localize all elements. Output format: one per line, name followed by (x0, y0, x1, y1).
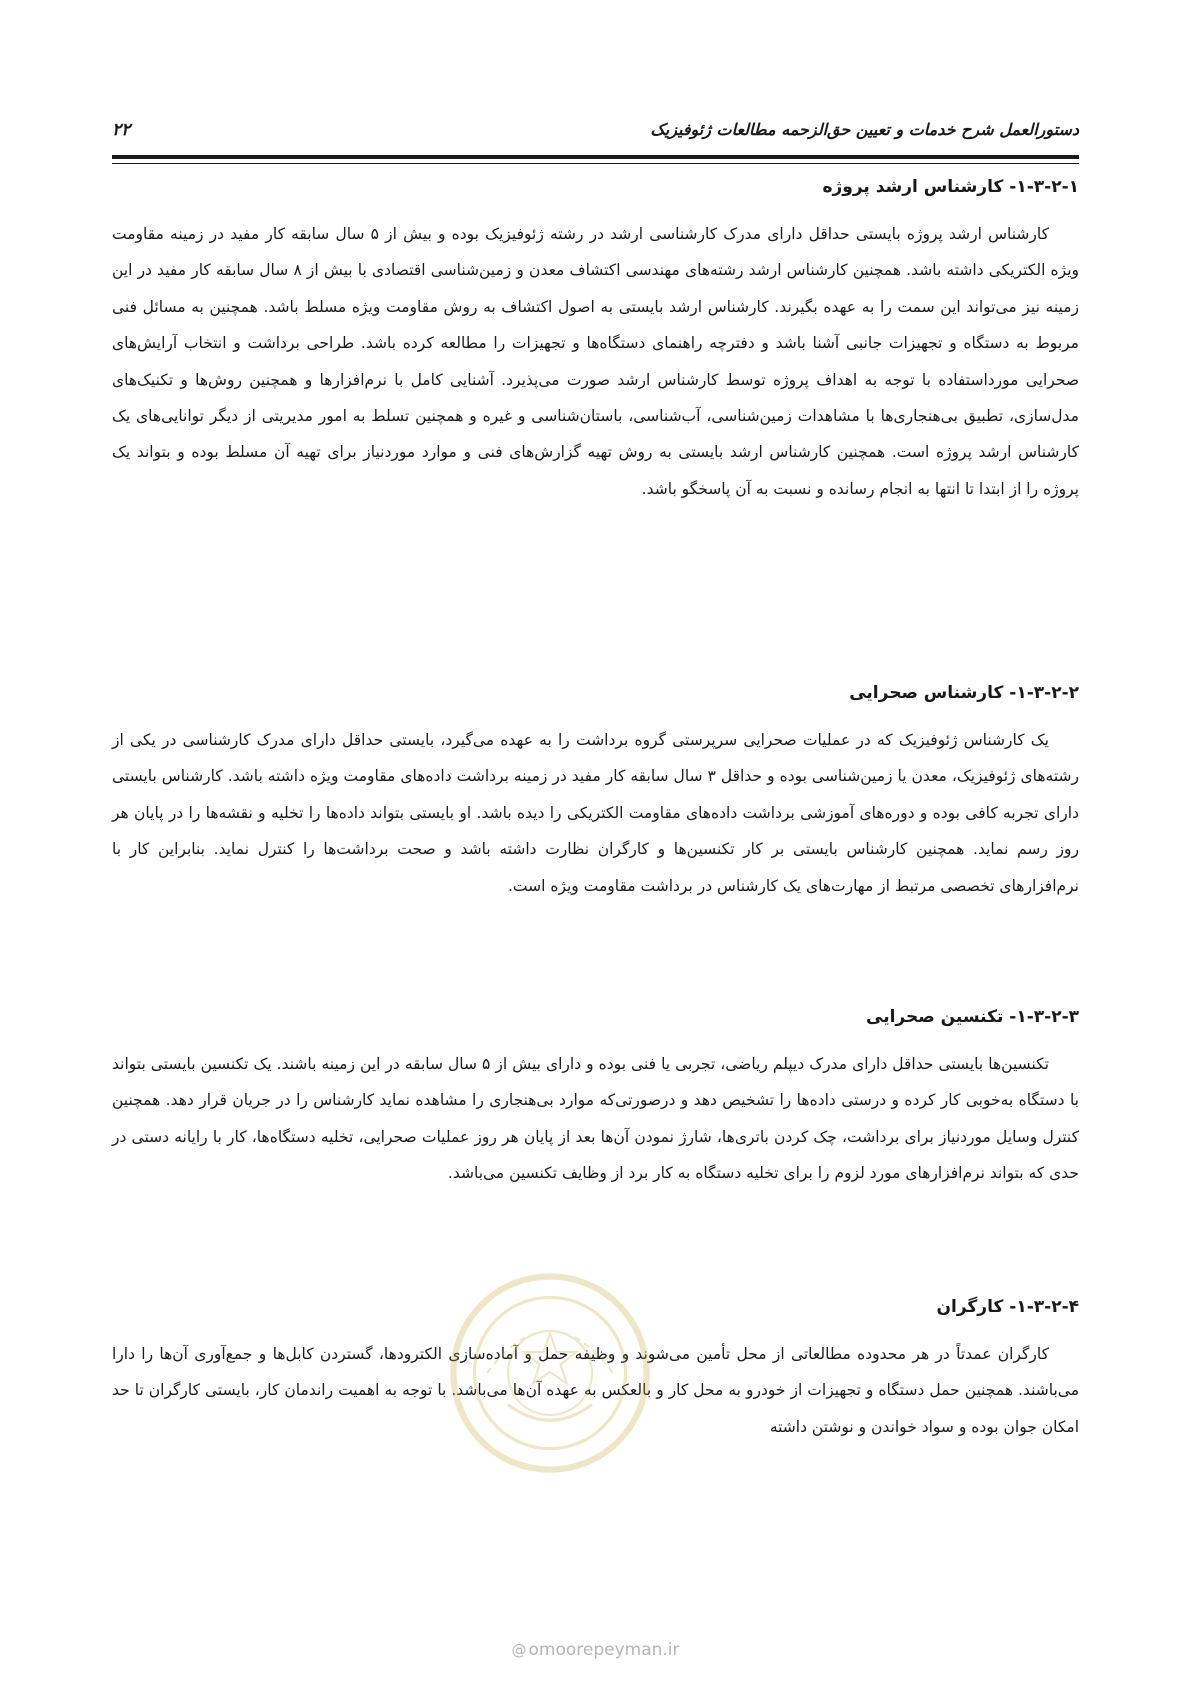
section-heading: ۱-۳-۲-۲- کارشناس صحرایی (849, 683, 1079, 703)
at-icon: @ (511, 1641, 527, 1659)
section-senior-expert (112, 172, 1079, 507)
section-field-expert (112, 678, 1079, 904)
section-body: کارگران عمدتاً در هر محدوده مطالعاتی از محل تأمین می‌شوند و وظیفه حمل و آماده‌سازی الکترودها، گستردن کابل‌ها و جمع‌آوری آن‌ها را دارا می‌باشند. همچنین حمل دستگاه و تجهیزات از خودرو به محل کار و بالعکس به عهده آن‌ها می‌باشد. با توجه به اهمیت راندمان کار، بایستی کارگران تا حد امکان جوان بوده و سواد خواندن و نوشتن داشته (112, 1345, 1079, 1436)
header-rule-thin (112, 163, 1079, 164)
section-field-technician (112, 1002, 1079, 1192)
section-heading: ۱-۳-۲-۴- کارگران (936, 1297, 1079, 1317)
header-rule-thick (112, 155, 1079, 159)
section-body: کارشناس ارشد پروژه بایستی حداقل دارای مدرک کارشناسی ارشد در رشته ژئوفیزیک بوده و بیش از ۵ سال سابقه کار مفید در زمینه مقاومت ویژه الکتریکی داشته باشد. همچنین کارشناس ارشد رشته‌های مهندسی اکتشاف معدن و زمین‌شناسی اقتصادی با بیش از ۸ سال سابقه کار مفید در این زمینه نیز می‌تواند این سمت را به عهده بگیرند. کارشناس ارشد بایستی به اصول اکتشاف به روش مقاومت ویژه مسلط باشد. همچنین به مسائل فنی مربوط به دستگاه و تجهیزات جانبی آشنا باشد و دفترچه راهنمای دستگاه‌ها و تجهیزات را مطالعه کرده باشد. طراحی برداشت و انتخاب آرایش‌های صحرایی مورداستفاده با توجه به اهداف پروژه توسط کارشناس ارشد صورت می‌پذیرد. آشنایی کامل با نرم‌افزارها و همچنین روش‌ها و تکنیک‌های مدل‌سازی، تطبیق بی‌هنجاری‌ها با مشاهدات زمین‌شناسی، آب‌شناسی، باستان‌شناسی و غیره و همچنین تسلط به امور مدیریتی از دیگر توانایی‌های یک کارشناس ارشد پروژه است. همچنین کارشناس ارشد بایستی به روش تهیه گزارش‌های فنی و موارد موردنیاز برای تهیه آن مسلط بوده و بتواند یک پروژه را از ابتدا تا انتها به انجام رسانده و نسبت به آن پاسخگو باشد. (112, 225, 1079, 498)
section-heading: ۱-۳-۲-۱- کارشناس ارشد پروژه (822, 177, 1079, 197)
section-body: تکنسین‌ها بایستی حداقل دارای مدرک دیپلم ریاضی، تجربی یا فنی بوده و دارای بیش از ۵ سال سابقه در این زمینه باشند. یک تکنسین بایستی بتواند با دستگاه به‌خوبی کار کرده و درستی داده‌ها را تشخیص دهد و درصورتی‌که موارد بی‌هنجاری را مشاهده نماید کارشناس را در جریان قرار دهد. همچنین کنترل وسایل موردنیاز برای برداشت، چک کردن باتری‌ها، شارژ نمودن آن‌ها بعد از پایان هر روز عملیات صحرایی، تخلیه دستگاه‌ها، کار با رایانه دستی در حدی که بتواند نرم‌افزارهای مورد لزوم را برای تخلیه دستگاه به کار برد از وظایف تکنسین می‌باشد. (112, 1055, 1079, 1183)
page-number: ۲۲ (112, 120, 131, 140)
page-header (112, 120, 1079, 150)
section-body: یک کارشناس ژئوفیزیک که در عملیات صحرایی سرپرستی گروه برداشت را به عهده می‌گیرد، بایستی حداقل دارای مدرک کارشناسی در یکی از رشته‌های ژئوفیزیک، معدن یا زمین‌شناسی بوده و حداقل ۳ سال سابقه کار مفید در زمینه برداشت داده‌های مقاومت ویژه داشته باشد. کارشناس بایستی دارای تجربه کافی بوده و دوره‌های آموزشی برداشت داده‌های مقاومت الکتریکی را دیده باشد. او بایستی بتواند داده‌ها را تخلیه و نقشه‌ها را در پایان هر روز رسم نماید. همچنین کارشناس بایستی بر کار تکنسین‌ها و کارگران نظارت داشته باشد و صحت برداشت‌ها را کنترل نماید. بنابراین کار با نرم‌افزارهای تخصصی مرتبط از مهارت‌های یک کارشناس در برداشت مقاومت ویژه است. (112, 731, 1079, 895)
watermark-seal-icon (445, 1268, 655, 1478)
header-title: دستورالعمل شرح خدمات و تعیین حق‌الزحمه مطالعات ژئوفیزیک (650, 120, 1079, 139)
section-heading: ۱-۳-۲-۳- تکنسین صحرایی (866, 1007, 1079, 1027)
watermark-text (0, 1640, 1191, 1660)
watermark-domain: omoorepeyman.ir (528, 1640, 680, 1660)
